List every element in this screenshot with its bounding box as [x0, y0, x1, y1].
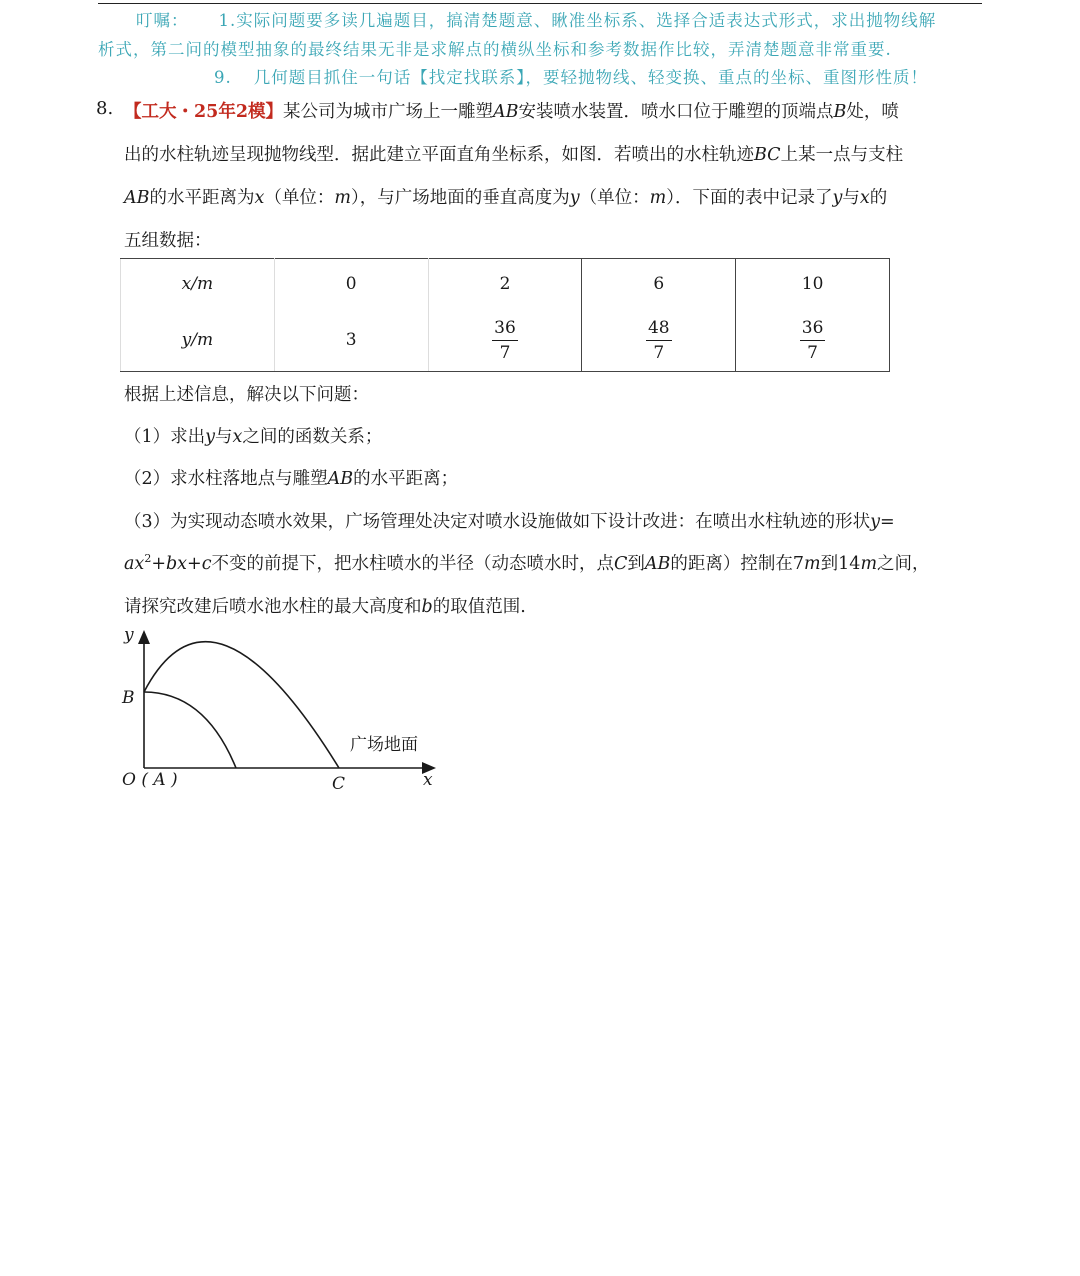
- table-cell: 2: [428, 259, 582, 310]
- stem-text: （单位：: [264, 188, 335, 208]
- unit-m: m: [804, 554, 821, 574]
- table-cell: 3: [274, 309, 428, 372]
- table-cell: 0: [274, 259, 428, 310]
- stem-text: 到: [627, 554, 645, 574]
- tip-text-3: 几何题目抓住一句话【找定找联系】，要轻抛物线、轻变换、重点的坐标、重图形性质！: [253, 68, 928, 87]
- tip-line-1: [136, 7, 936, 31]
- equation: +bx+c: [151, 554, 212, 574]
- fraction-numerator: 48: [646, 316, 672, 341]
- var-bc: BC: [754, 145, 781, 165]
- stem-text: 上某一点与支柱: [780, 145, 904, 165]
- fraction: [800, 316, 826, 365]
- stem-text: （2）求水柱落地点与雕塑: [124, 469, 328, 489]
- unit-m: m: [860, 554, 878, 574]
- stem-text: 不变的前提下，把水柱喷水的半径（动态喷水时，点: [211, 554, 615, 574]
- unit-m: m: [649, 188, 667, 208]
- data-table: [120, 258, 890, 372]
- var-c-point: C: [614, 554, 628, 574]
- stem-text: 某公司为城市广场上一雕塑: [283, 102, 494, 122]
- point-b-label: B: [122, 688, 135, 708]
- stem-text: ），与广场地面的垂直高度为: [350, 188, 570, 208]
- origin-label: O ( A ): [122, 770, 178, 790]
- header-text: y/m: [181, 330, 214, 350]
- equation: y=: [870, 512, 895, 532]
- stem-text: 的水平距离；: [353, 469, 459, 489]
- stem-text: （3）为实现动态喷水效果，广场管理处决定对喷水设施做如下设计改进：在喷出水柱轨迹的形状: [124, 512, 871, 532]
- table-cell: [428, 309, 582, 372]
- top-rule: [98, 3, 982, 4]
- question-stem-line-4: [124, 227, 212, 252]
- part-3-line-2: [124, 550, 930, 575]
- stem-text: 到: [820, 554, 839, 574]
- table-row-x: [121, 259, 890, 310]
- fraction-numerator: 36: [800, 316, 826, 341]
- outer-parabola: [144, 642, 339, 768]
- stem-text: 处，喷: [846, 102, 899, 122]
- intro-line: [124, 381, 369, 406]
- part-1: [124, 423, 382, 448]
- tip-line-3: [214, 64, 928, 88]
- equation: ax: [124, 554, 145, 574]
- fraction-denominator: 7: [499, 342, 511, 363]
- part-3-line-3: [124, 593, 526, 618]
- tip-label: 叮嘱：: [136, 11, 189, 30]
- question-source: 【工大・25年2模】: [124, 102, 284, 122]
- inner-parabola: [144, 692, 236, 768]
- y-axis-label: y: [124, 625, 134, 645]
- stem-text: 根据上述信息，解决以下问题：: [124, 385, 369, 405]
- ground-label: 广场地面: [350, 735, 418, 755]
- unit-m: m: [334, 188, 351, 208]
- stem-text: 的取值范围.: [432, 597, 526, 617]
- var-b: b: [421, 597, 433, 617]
- var-y: y: [205, 427, 216, 447]
- table-cell: 10: [736, 259, 890, 310]
- question-stem-line-3: [124, 184, 887, 209]
- header-text: x/m: [181, 274, 214, 294]
- fraction: [646, 316, 672, 365]
- point-c-label: C: [332, 774, 346, 794]
- var-b-point: B: [833, 102, 847, 122]
- stem-text: 与: [215, 427, 233, 447]
- fraction: [492, 316, 518, 365]
- var-ab: AB: [124, 188, 150, 208]
- var-ab: AB: [493, 102, 519, 122]
- tip-text-2: 析式，第二问的模型抽象的最终结果无非是求解点的横纵坐标和参考数据作比较，弄清楚题意非常重要.: [98, 40, 892, 59]
- tip-line-2: [98, 36, 892, 60]
- stem-text: 出的水柱轨迹呈现抛物线型．据此建立平面直角坐标系，如图．若喷出的水柱轨迹: [124, 145, 754, 165]
- table-cell: 6: [582, 259, 736, 310]
- table-row-y: [121, 309, 890, 372]
- var-ab: AB: [644, 554, 671, 574]
- question-stem-line-1: [124, 98, 899, 123]
- var-x: x: [232, 427, 243, 447]
- question-stem-line-2: [124, 141, 903, 166]
- fraction-denominator: 7: [807, 342, 818, 363]
- part-2: [124, 465, 458, 490]
- part-3-line-1: [124, 508, 895, 533]
- var-y: y: [569, 188, 580, 208]
- number: 14: [838, 554, 861, 574]
- number: 7: [792, 554, 805, 574]
- stem-text: （1）求出: [124, 427, 206, 447]
- stem-text: 的水平距离为: [149, 188, 255, 208]
- stem-text: 的: [869, 188, 888, 208]
- stem-text: ）．下面的表中记录了: [666, 188, 833, 208]
- fraction-denominator: 7: [653, 342, 665, 363]
- stem-text: 的距离）控制在: [670, 554, 793, 574]
- table-cell: [582, 309, 736, 372]
- fraction-numerator: 36: [492, 316, 518, 341]
- tip-text-1: 1.实际问题要多读几遍题目，搞清楚题意、瞅准坐标系、选择合适表达式形式，求出抛物线解: [218, 11, 937, 30]
- stem-text: （单位：: [579, 188, 650, 208]
- y-axis-arrow: [138, 630, 150, 644]
- var-x: x: [859, 188, 870, 208]
- var-x: x: [254, 188, 265, 208]
- table-header-x: [121, 259, 275, 310]
- table-header-y: [121, 309, 275, 372]
- var-ab: AB: [327, 469, 354, 489]
- x-axis-label: x: [423, 770, 433, 790]
- stem-text: 五组数据：: [124, 231, 212, 251]
- question-number: 8.: [96, 98, 114, 119]
- stem-text: 之间的函数关系；: [242, 427, 383, 447]
- table-cell: [736, 309, 890, 372]
- stem-text: 之间，: [877, 554, 930, 574]
- parabola-figure: [110, 620, 450, 805]
- stem-text: 请探究改建后喷水池水柱的最大高度和: [124, 597, 422, 617]
- stem-text: 与: [842, 188, 860, 208]
- stem-text: 安装喷水装置．喷水口位于雕塑的顶端点: [518, 102, 834, 122]
- tip-number: 9.: [214, 68, 232, 87]
- var-y: y: [832, 188, 843, 208]
- exponent: 2: [144, 552, 152, 566]
